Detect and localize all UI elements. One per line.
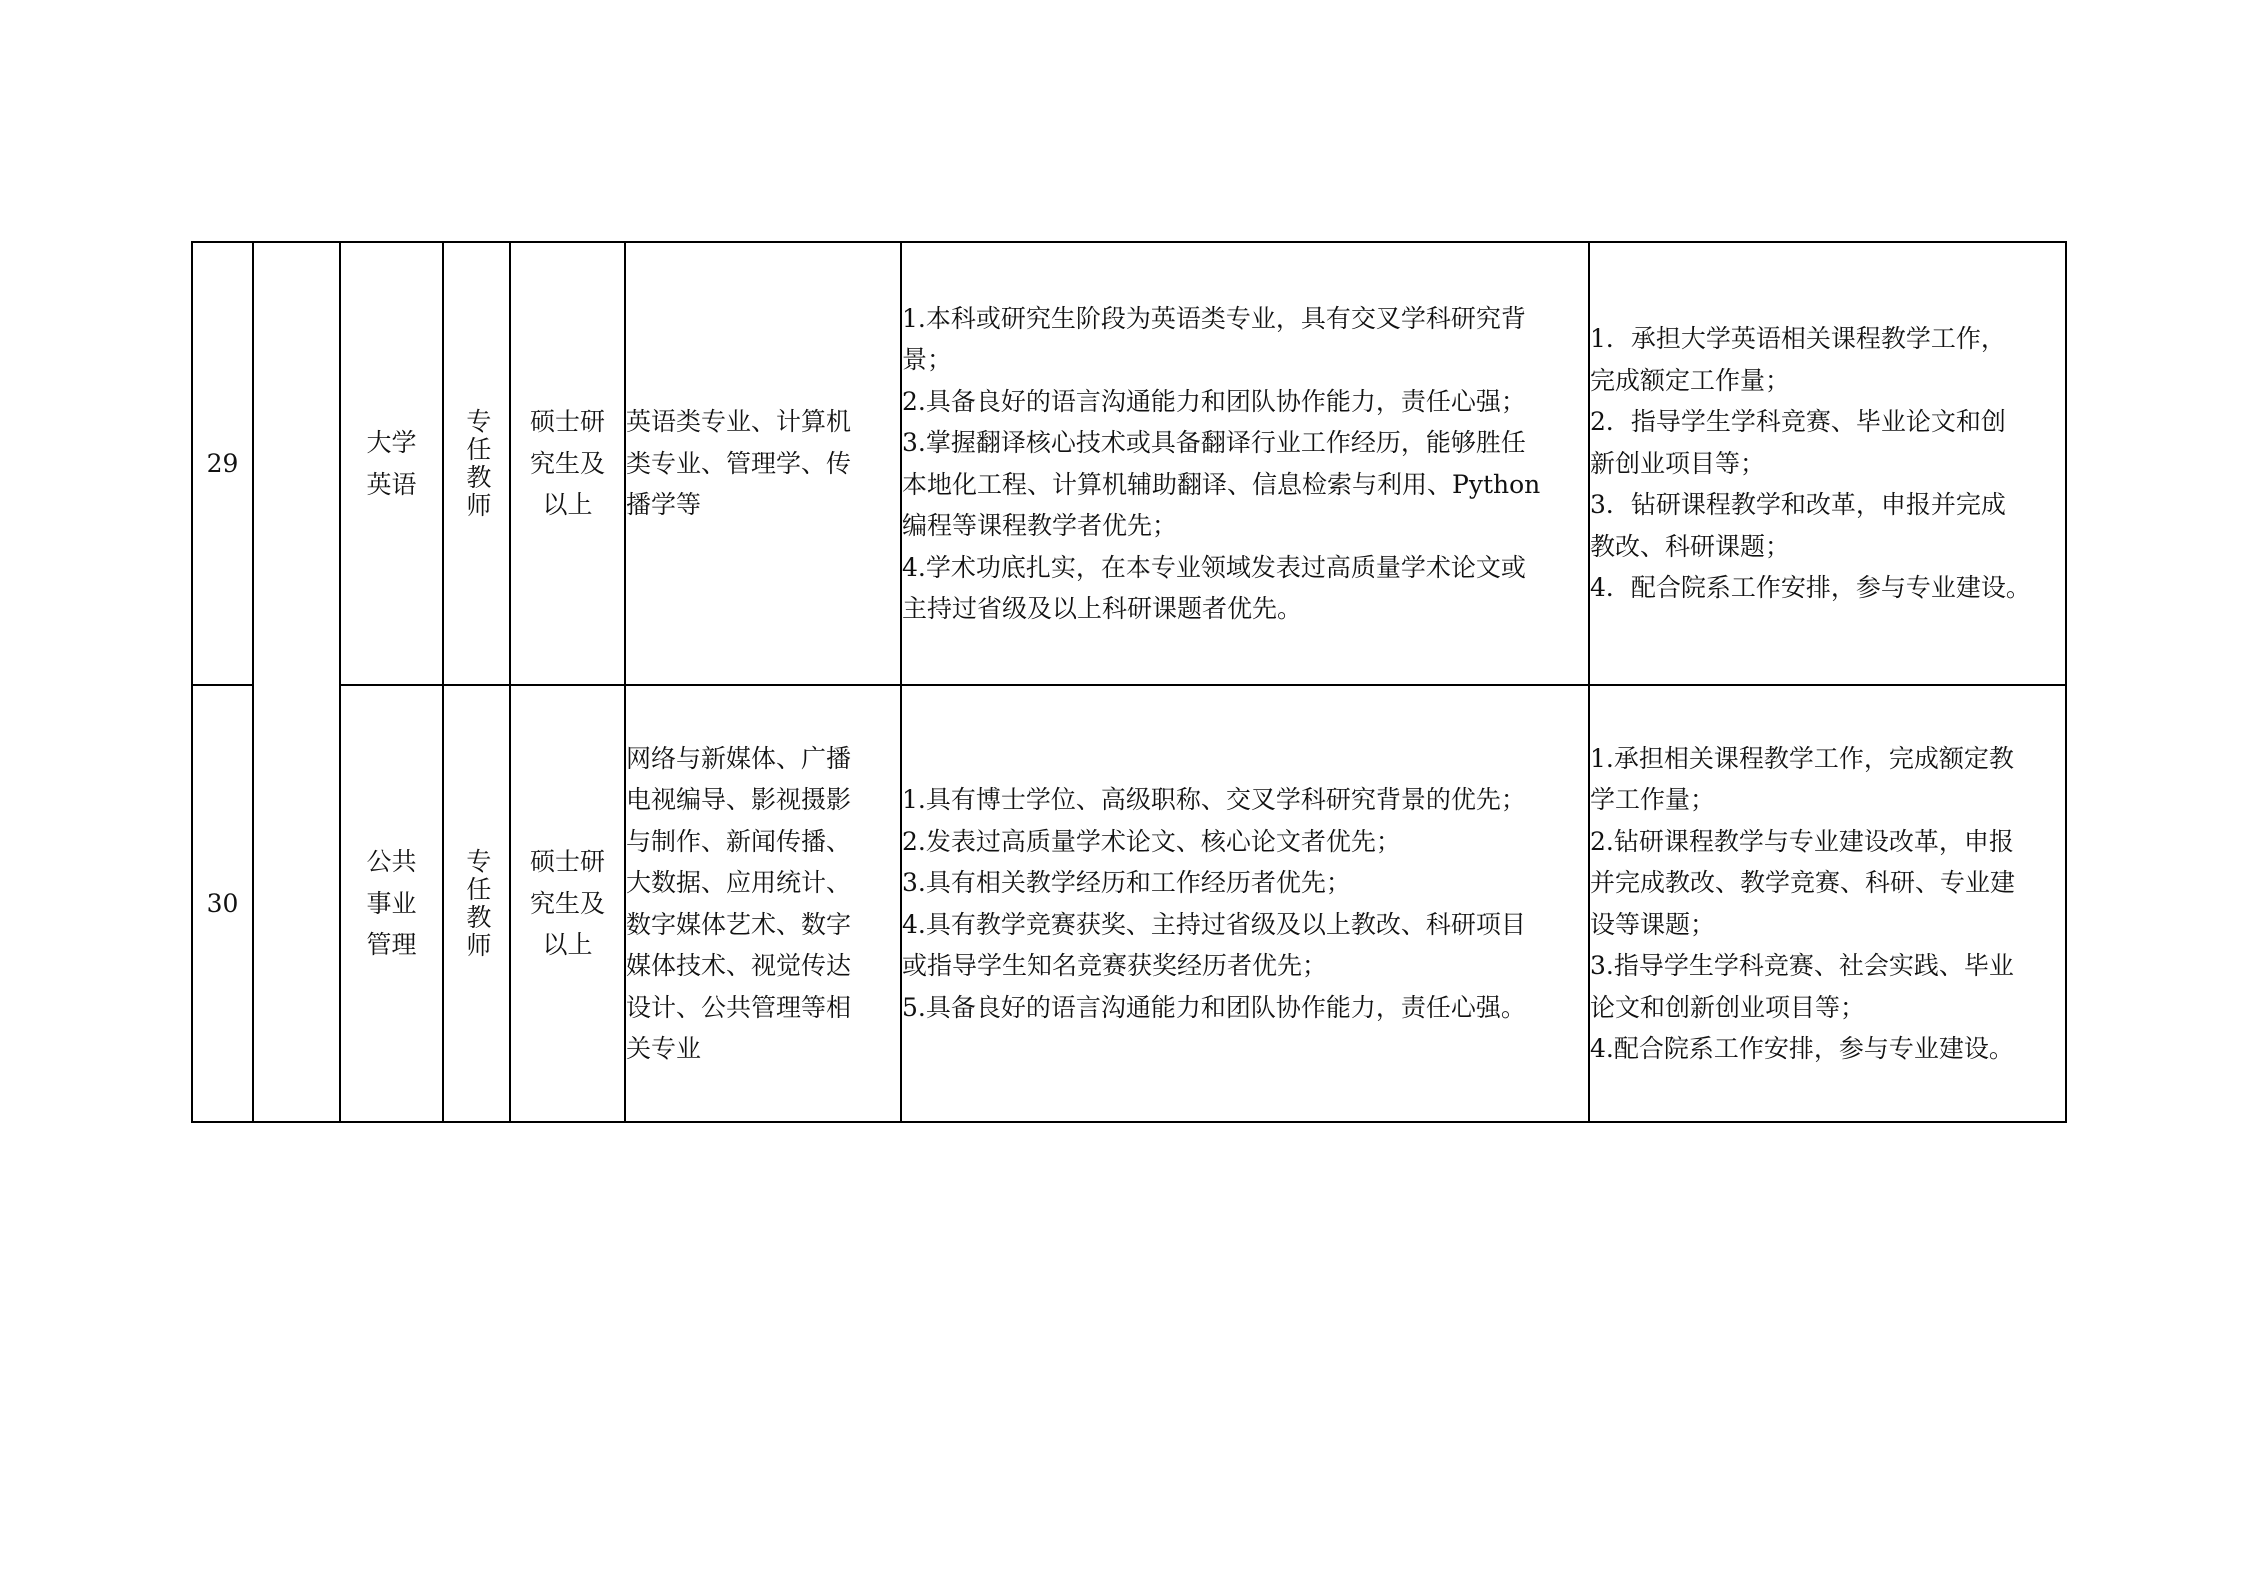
recruitment-table [191,241,2067,1123]
duty-line: 4.配合院系工作安排，参与专业建设。 [1590,1034,2014,1063]
requirement-line: 4.具有教学竞赛获奖、主持过省级及以上教改、科研项目 [902,909,1526,939]
majors-cell [625,685,901,1122]
requirement-line: 4.学术功底扎实，在本专业领域发表过高质量学术论文或 [902,552,1526,582]
education-cell [510,242,625,685]
requirement-line: 主持过省级及以上科研课题者优先。 [902,594,1303,623]
post-type-cell [443,242,510,685]
requirement-line: 3.具有相关教学经历和工作经历者优先； [902,868,1351,897]
discipline-line: 公共 [366,847,417,877]
duty-line: 学工作量； [1590,785,1716,814]
duty-line: 新创业项目等； [1590,448,1766,478]
post-type: 专任教师 [462,407,492,520]
duty-line: 完成额定工作量； [1590,365,1791,395]
discipline-line: 大学 [366,428,417,457]
majors-line: 设计、公共管理等相 [626,992,852,1022]
requirement-line: 2.具备良好的语言沟通能力和团队协作能力，责任心强； [902,386,1526,416]
majors-line: 大数据、应用统计、 [626,868,852,897]
post-type-cell [443,685,510,1122]
requirement-line: 编程等课程教学者优先； [902,511,1178,540]
education-line: 究生及 [529,448,605,478]
duty-line: 1.承担相关课程教学工作，完成额定教 [1590,743,2014,773]
requirement-line: 3.掌握翻译核心技术或具备翻译行业工作经历，能够胜任 [902,428,1526,457]
table-row [192,242,2066,685]
post-type: 专任教师 [462,847,492,960]
discipline-line: 管理 [366,930,417,960]
duty-line: 论文和创新创业项目等； [1590,992,1866,1022]
majors-line: 网络与新媒体、广播 [626,743,852,773]
majors-cell [625,242,901,685]
requirement-line: 本地化工程、计算机辅助翻译、信息检索与利用、Python [902,469,1541,499]
requirement-line: 或指导学生知名竞赛获奖经历者优先； [902,951,1328,980]
duty-line: 2.钻研课程教学与专业建设改革，申报 [1590,826,2014,856]
duty-line: 并完成教改、教学竞赛、科研、专业建 [1590,868,2016,897]
duty-line: 2．指导学生学科竞赛、毕业论文和创 [1590,407,2006,437]
duty-line: 3.指导学生学科竞赛、社会实践、毕业 [1590,951,2014,980]
requirements-cell [901,685,1589,1122]
majors-line: 类专业、管理学、传 [626,448,852,478]
majors-line: 播学等 [626,490,702,520]
education-line: 以上 [542,930,593,960]
department-cell [253,242,340,1122]
discipline-line: 英语 [366,469,417,499]
duty-line: 3．钻研课程教学和改革，申报并完成 [1590,490,2006,520]
duties-cell [1589,242,2066,685]
duty-line: 教改、科研课题； [1590,531,1791,561]
discipline-cell [340,685,443,1122]
discipline-cell [340,242,443,685]
duties-cell [1589,685,2066,1122]
majors-line: 数字媒体艺术、数字 [626,909,852,939]
requirement-line: 景； [902,345,953,374]
duty-line: 1．承担大学英语相关课程教学工作， [1590,324,2006,354]
education-line: 以上 [542,490,593,520]
education-line: 硕士研 [529,847,605,877]
row-number: 29 [192,242,253,685]
requirement-line: 1.本科或研究生阶段为英语类专业，具有交叉学科研究背 [902,303,1526,333]
duty-line: 4．配合院系工作安排，参与专业建设。 [1590,573,2031,603]
row-number: 30 [192,685,253,1122]
duty-line: 设等课题； [1590,909,1716,939]
requirement-line: 1.具有博士学位、高级职称、交叉学科研究背景的优先； [902,785,1526,814]
majors-line: 与制作、新闻传播、 [626,826,852,856]
discipline-line: 事业 [366,888,417,918]
requirement-line: 5.具备良好的语言沟通能力和团队协作能力，责任心强。 [902,992,1526,1022]
requirement-line: 2.发表过高质量学术论文、核心论文者优先； [902,826,1401,856]
requirements-cell [901,242,1589,685]
majors-line: 电视编导、影视摄影 [626,785,852,814]
majors-line: 英语类专业、计算机 [626,407,852,437]
table-row [192,685,2066,1122]
majors-line: 媒体技术、视觉传达 [626,951,852,980]
education-line: 究生及 [529,888,605,918]
education-line: 硕士研 [529,407,605,437]
majors-line: 关专业 [626,1034,702,1063]
education-cell [510,685,625,1122]
